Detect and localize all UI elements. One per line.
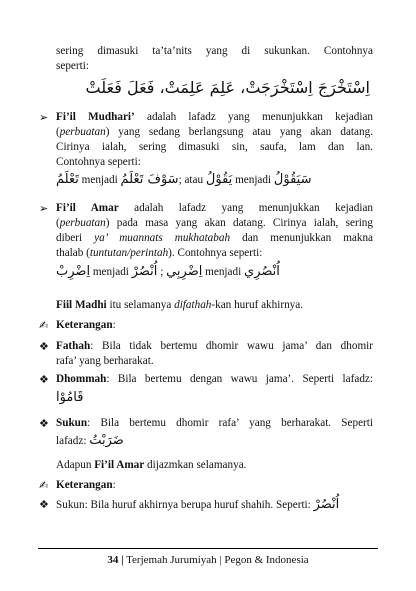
mudhari-ex-word1: menjadi: [81, 174, 118, 186]
sukun-title: Sukun: [56, 417, 88, 429]
mudhari-ex-d: سَيَقُوْلُ: [273, 172, 312, 187]
keterangan-heading-1: [56, 318, 116, 333]
mudhari-ex-a: تَعْلَمُ: [56, 172, 79, 187]
amar-line-4-pre: thalab (: [56, 247, 90, 259]
amar-ex-d: اُنْصُرِي: [244, 264, 280, 279]
sukun-line-1: [56, 416, 373, 431]
mudhari-line-3: Cirinya ialah, sering dimasuki sin, saufa, lam dan lan.: [56, 141, 373, 153]
keterangan-heading-2: [56, 478, 116, 493]
footer-rule: [38, 548, 378, 549]
keterangan-label-1: Keterangan: [56, 319, 113, 331]
sukun-bullet-icon: ❖: [39, 417, 49, 430]
madhi-note: [56, 298, 303, 313]
amar-ex-c: اُنْصُرْ: [131, 264, 158, 279]
amar-note: [56, 458, 246, 473]
amar-ex-a: اِضْرِبْ: [56, 264, 91, 279]
dhommah-line-1-text: : Bila bertemu dengan wawu jama’. Seperti lafadz:: [106, 373, 373, 385]
madhi-note-bold: Fiil Madhi: [56, 299, 107, 311]
amar-note-pre: Adapun: [56, 459, 92, 471]
fathah-line-1: [56, 339, 373, 354]
writing-hand-icon-2: ✍: [39, 479, 49, 492]
keterangan-label-2: Keterangan: [56, 479, 113, 491]
amar-note-rest: dijazmkan selamanya.: [147, 459, 247, 471]
amar-ex-sep: ;: [160, 266, 164, 278]
intro-line-2: seperti:: [56, 60, 89, 72]
mudhari-line-2-text: ) yang sedang berlangsung atau yang akan datang.: [105, 126, 373, 138]
intro-line-1: sering dimasuki ta’ta’nits yang di sukunkan. Contohnya: [56, 45, 373, 57]
page-number: 34: [107, 554, 119, 566]
madhi-note-rest: -kan huruf akhirnya.: [211, 299, 304, 311]
amar-ex-b: اِضْرِبِي: [166, 264, 203, 279]
sukun2-bullet-icon: ❖: [39, 498, 49, 511]
amar-tuntutan: tuntutan/perintah: [89, 247, 169, 259]
fathah-bullet-icon: ❖: [39, 340, 49, 353]
madhi-note-italic: difathah: [174, 299, 212, 311]
amar-line-3-rest: dan menunjukkan makna: [242, 232, 374, 244]
mudhari-examples: [56, 172, 311, 188]
mudhari-line-4: Contohnya seperti:: [56, 156, 141, 168]
keterangan-colon-1: :: [112, 319, 116, 331]
amar-title: Fi’il Amar: [56, 202, 119, 214]
sukun2-arabic: اُنْصُرْ: [313, 497, 340, 512]
fathah-title: Fathah: [56, 340, 91, 352]
dhommah-line-1: [56, 372, 373, 387]
mudhari-ex-c: يَقُوْلُ: [205, 172, 233, 187]
fathah-line-1-text: : Bila tidak bertemu dhomir wawu jama’ dan dhomir: [90, 340, 373, 352]
mudhari-line-2: (perbuatan) yang sedang berlangsung atau yang akan datang.: [56, 126, 373, 138]
mudhari-title: Fi’il Mudhari’: [56, 111, 135, 123]
amar-ex-word1: menjadi: [92, 266, 129, 278]
sukun-line-2-pre: lafadz:: [56, 435, 87, 447]
amar-ex-word2: menjadi: [205, 266, 242, 278]
keterangan-colon-2: :: [112, 479, 116, 491]
sukun-line-1-text: : Bila bertemu dhomir rafa’ yang berharakat. Seperti: [87, 417, 373, 429]
mudhari-ex-mid: ; atau: [178, 174, 204, 186]
amar-ya-muannats: ya’ muannats mukhatabah: [94, 232, 231, 244]
amar-line-1-text: adalah lafadz yang menunjukkan kejadian: [134, 202, 373, 214]
amar-line-2: (perbuatan) pada masa yang akan datang. Cirinya ialah, sering: [56, 217, 373, 229]
footer-title: Terjemah Jurumiyah | Pegon & Indonesia: [126, 554, 309, 566]
sukun2-line: [56, 497, 339, 513]
amar-line-1: [56, 201, 373, 216]
sukun2-text: Sukun: Bila huruf akhirnya berupa huruf shahih. Seperti:: [56, 499, 311, 511]
sukun-arabic: ضَرَبْتُ: [89, 433, 124, 448]
dhommah-arabic: قَامُوْا: [56, 390, 84, 405]
amar-line-3: [56, 231, 373, 246]
dhommah-title: Dhommah: [56, 373, 107, 385]
amar-line-4-rest: ). Contohnya seperti:: [168, 247, 263, 259]
amar-bullet-icon: ➢: [39, 202, 49, 215]
amar-perbuatan: perbuatan: [59, 217, 106, 229]
amar-line-2-text: ) pada masa yang akan datang. Cirinya ialah, sering: [105, 217, 373, 229]
amar-note-bold: Fi’il Amar: [94, 459, 145, 471]
dhommah-bullet-icon: ❖: [39, 373, 49, 386]
fathah-line-2: rafa’ yang berharakat.: [56, 355, 154, 367]
writing-hand-icon: ✍: [39, 319, 49, 332]
amar-line-3-pre: diberi: [56, 232, 83, 244]
intro-arabic-examples: اِسْتَخْرَجَ اِسْتَخْرَجَتْ، عَلِمَ عَلِمَتْ، فَعَلَ فَعَلَتْ: [85, 78, 370, 97]
mudhari-ex-word2: menjadi: [235, 174, 272, 186]
mudhari-line-1: [56, 110, 373, 125]
page-footer: [0, 553, 416, 567]
mudhari-bullet-icon: ➢: [39, 111, 49, 124]
footer-separator: |: [121, 554, 124, 566]
mudhari-ex-b: سَوْفَ تَعْلَمُ: [120, 172, 179, 187]
madhi-note-mid: itu selamanya: [109, 299, 172, 311]
amar-examples: [56, 264, 280, 280]
dhommah-arabic-line: [56, 390, 83, 406]
mudhari-line-1-text: adalah lafadz yang menunjukkan kejadian: [147, 111, 374, 123]
mudhari-perbuatan: perbuatan: [59, 126, 106, 138]
sukun-line-2: [56, 433, 124, 449]
amar-line-4: [56, 246, 262, 261]
